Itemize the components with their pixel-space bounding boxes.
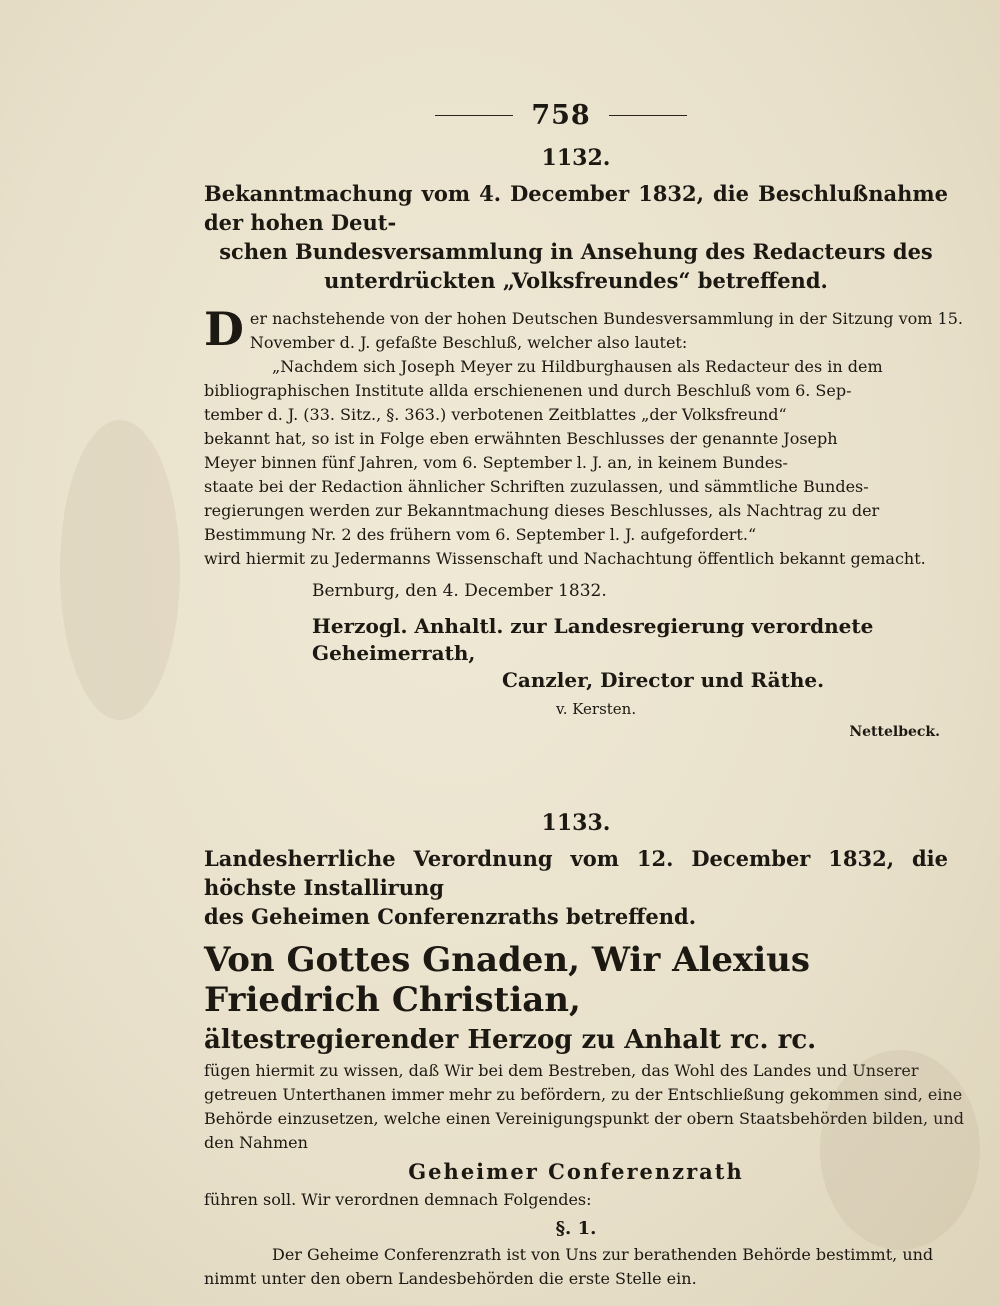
entry-1132 [204, 145, 963, 740]
body-line: getreuen Unterthanen immer mehr zu befördern, zu der Entschließung gekommen sind, eine [204, 1085, 963, 1104]
spacer [204, 740, 948, 810]
issuing-authority [204, 613, 948, 694]
proclamation-line: Von Gottes Gnaden, Wir Alexius Friedrich Christian, [204, 940, 811, 1020]
drop-cap: D [204, 302, 244, 356]
header-rule-right [609, 115, 687, 117]
body-line: tember d. J. (33. Sitz., §. 363.) verbotenen Zeitblattes „der Volksfreund“ [204, 405, 787, 424]
place-date: Bernburg, den 4. December 1832. [312, 581, 607, 601]
entry-number: 1132. [541, 145, 611, 171]
body-line: Bestimmung Nr. 2 des frühern vom 6. September l. J. aufgefordert.“ [204, 525, 757, 544]
title-line: Bekanntmachung vom 4. December 1832, die Beschlußnahme der hohen Deut- [204, 181, 948, 235]
title-line: Landesherrliche Verordnung vom 12. December 1832, die höchste Installirung [204, 846, 948, 900]
institution-title: Geheimer Conferenzrath [408, 1159, 744, 1184]
body-line: staate bei der Redaction ähnlicher Schriften zuzulassen, und sämmtliche Bundes- [204, 477, 869, 496]
body-line: November d. J. gefaßte Beschluß, welcher also lautet: [249, 333, 688, 352]
body-line: wird hiermit zu Jedermanns Wissenschaft und Nachachtung öffentlich bekannt gemacht. [204, 549, 926, 568]
proclamation [204, 941, 948, 1059]
body-line: bekannt hat, so ist in Folge eben erwähnten Beschlusses der genannte Joseph [204, 429, 838, 448]
title-line: des Geheimen Conferenzraths betreffend. [204, 904, 697, 929]
entry-title [204, 179, 948, 295]
body-line: führen soll. Wir verordnen demnach Folgendes: [204, 1190, 592, 1209]
title-line: unterdrückten „Volksfreundes“ betreffend. [324, 268, 828, 293]
signature-name: v. Kersten. [556, 700, 637, 718]
page-number: 758 [531, 100, 591, 131]
body-line: Meyer binnen fünf Jahren, vom 6. September l. J. an, in keinem Bundes- [204, 453, 788, 472]
entry-body [204, 1188, 948, 1212]
body-line: bibliographischen Institute allda erschienenen und durch Beschluß vom 6. Sep- [204, 381, 852, 400]
entry-1133 [204, 810, 964, 1291]
body-line: Der Geheime Conferenzrath ist von Uns zur berathenden Behörde bestimmt, und [272, 1245, 934, 1264]
body-line: „Nachdem sich Joseph Meyer zu Hildburghausen als Redacteur des in dem [272, 357, 883, 376]
body-line: nimmt unter den obern Landesbehörden die erste Stelle ein. [204, 1269, 697, 1288]
entry-number: 1133. [541, 810, 611, 836]
header-rule-left [435, 115, 513, 117]
body-line: er nachstehende von der hohen Deutschen Bundesversammlung in der Sitzung vom 15. [249, 309, 963, 328]
section-body [204, 1243, 948, 1291]
body-line: den Nahmen [204, 1133, 308, 1152]
body-line: Behörde einzusetzen, welche einen Vereinigungspunkt der obern Staatsbehörden bilden, und [204, 1109, 964, 1128]
entry-body [204, 302, 963, 571]
entry-body [204, 1059, 964, 1155]
authority-line: Canzler, Director und Räthe. [502, 668, 825, 692]
section-number: §. 1. [555, 1218, 597, 1239]
body-line: regierungen werden zur Bekanntmachung dieses Beschlusses, als Nachtrag zu der [204, 501, 880, 520]
page-header [174, 100, 948, 131]
title-line: schen Bundesversammlung in Ansehung des Redacteurs des [219, 239, 933, 264]
authority-line: Herzogl. Anhaltl. zur Landesregierung verordnete Geheimerrath, [312, 614, 874, 665]
body-line: fügen hiermit zu wissen, daß Wir bei dem Bestreben, das Wohl des Landes und Unserer [204, 1061, 919, 1080]
entry-title [204, 844, 948, 931]
paper-stain [60, 420, 180, 720]
signature-name: Nettelbeck. [849, 724, 940, 740]
proclamation-line: ältestregierender Herzog zu Anhalt rc. rc. [204, 1025, 817, 1055]
